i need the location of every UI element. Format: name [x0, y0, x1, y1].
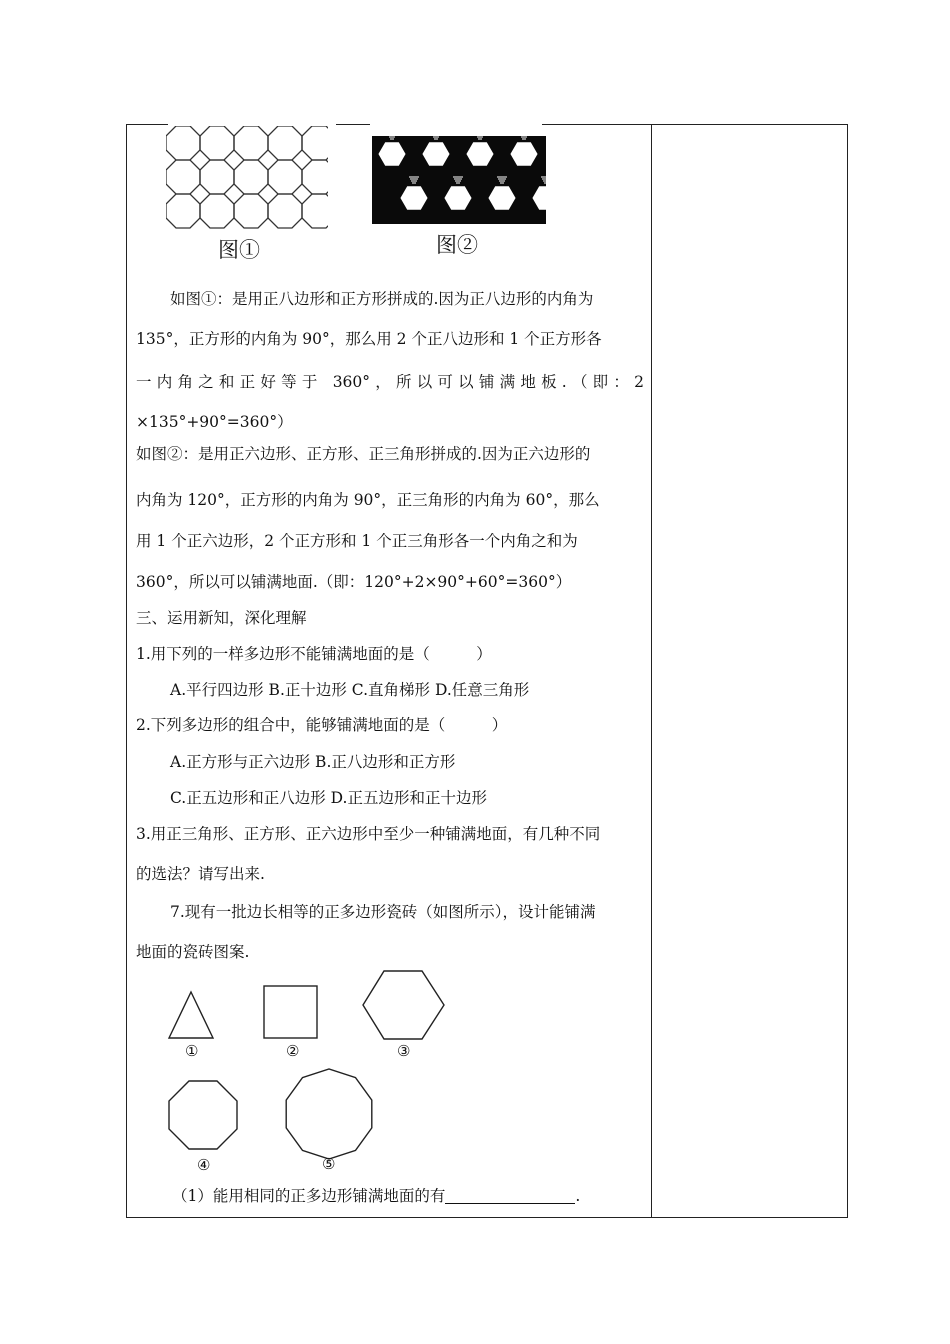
tiling-octagon [268, 126, 302, 160]
tiling-octagon [200, 126, 234, 160]
figure1-caption: 图① [218, 238, 260, 262]
question7-line2: 地面的瓷砖图案. [136, 943, 250, 961]
tiling-octagon [200, 160, 234, 194]
decagon-shape [286, 1069, 372, 1159]
answer-blank[interactable] [445, 1188, 575, 1205]
hexagon-shape [363, 971, 444, 1039]
tiling-octagon [268, 160, 302, 194]
shape-label-2: ② [286, 1042, 300, 1060]
paragraph2-line1: 如图②：是用正六边形、正方形、正三角形拼成的.因为正六边形的 [136, 445, 591, 463]
shape-label-1: ① [185, 1042, 199, 1060]
tiling-octagon [268, 194, 302, 228]
polygon-tiles-figure [160, 964, 460, 1174]
question2-options-ab: A.正方形与正六边形 B.正八边形和正方形 [170, 753, 456, 771]
subquestion1-period: . [575, 1187, 581, 1205]
octagon-square-tiling-figure [166, 126, 328, 230]
paragraph2-line2: 内角为 120°，正方形的内角为 90°，正三角形的内角为 60°，那么 [136, 491, 600, 509]
tiling-octagon [302, 126, 328, 160]
question2: 2.下列多边形的组合中，能够铺满地面的是（ ） [136, 716, 508, 734]
section-heading: 三、运用新知，深化理解 [136, 609, 307, 627]
octagon-shape [169, 1081, 237, 1149]
paragraph2-line3: 用 1 个正六边形，2 个正方形和 1 个正三角形各一个内角之和为 [136, 532, 578, 550]
border-gap-right [370, 122, 542, 126]
question1: 1.用下列的一样多边形不能铺满地面的是（ ） [136, 645, 492, 663]
subquestion1 [172, 1184, 680, 1206]
tiling-octagon [302, 194, 328, 228]
paragraph1-line3: 一内角之和正好等于 360°，所以可以铺满地板.（即：2 [136, 373, 644, 391]
paragraph1-line2: 135°，正方形的内角为 90°，那么用 2 个正八边形和 1 个正方形各 [136, 330, 602, 348]
figure2-caption: 图② [436, 233, 478, 257]
shape-label-4: ④ [197, 1156, 211, 1174]
triangle-shape [169, 992, 213, 1038]
table-column-divider [651, 124, 652, 1218]
paragraph2-line4: 360°，所以可以铺满地面.（即：120°+2×90°+60°=360°） [136, 573, 572, 591]
question7-line1: 7.现有一批边长相等的正多边形瓷砖（如图所示），设计能铺满 [170, 903, 596, 921]
tiling-octagon [166, 194, 200, 228]
paragraph1-line4: ×135°+90°=360°） [136, 413, 293, 431]
shape-label-3: ③ [397, 1042, 411, 1060]
tiling-octagon [234, 194, 268, 228]
tiling-octagon [166, 126, 200, 160]
tiling-octagon [234, 160, 268, 194]
question1-options: A.平行四边形 B.正十边形 C.直角梯形 D.任意三角形 [170, 681, 530, 699]
shape-label-5: ⑤ [322, 1155, 336, 1173]
tiling-octagon [302, 160, 328, 194]
hexagon-square-triangle-tiling-figure [372, 136, 546, 224]
tiling-octagon [200, 194, 234, 228]
question3-line1: 3.用正三角形、正方形、正六边形中至少一种铺满地面，有几种不同 [136, 825, 601, 843]
tiling-octagon [166, 160, 200, 194]
question2-options-cd: C.正五边形和正八边形 D.正五边形和正十边形 [170, 789, 487, 807]
paragraph1-line1: 如图①：是用正八边形和正方形拼成的.因为正八边形的内角为 [170, 290, 594, 308]
square-shape [264, 986, 317, 1038]
question3-line2: 的选法？请写出来. [136, 865, 265, 883]
subquestion1-text: （1）能用相同的正多边形铺满地面的有 [172, 1187, 446, 1205]
tiling-octagon [234, 126, 268, 160]
